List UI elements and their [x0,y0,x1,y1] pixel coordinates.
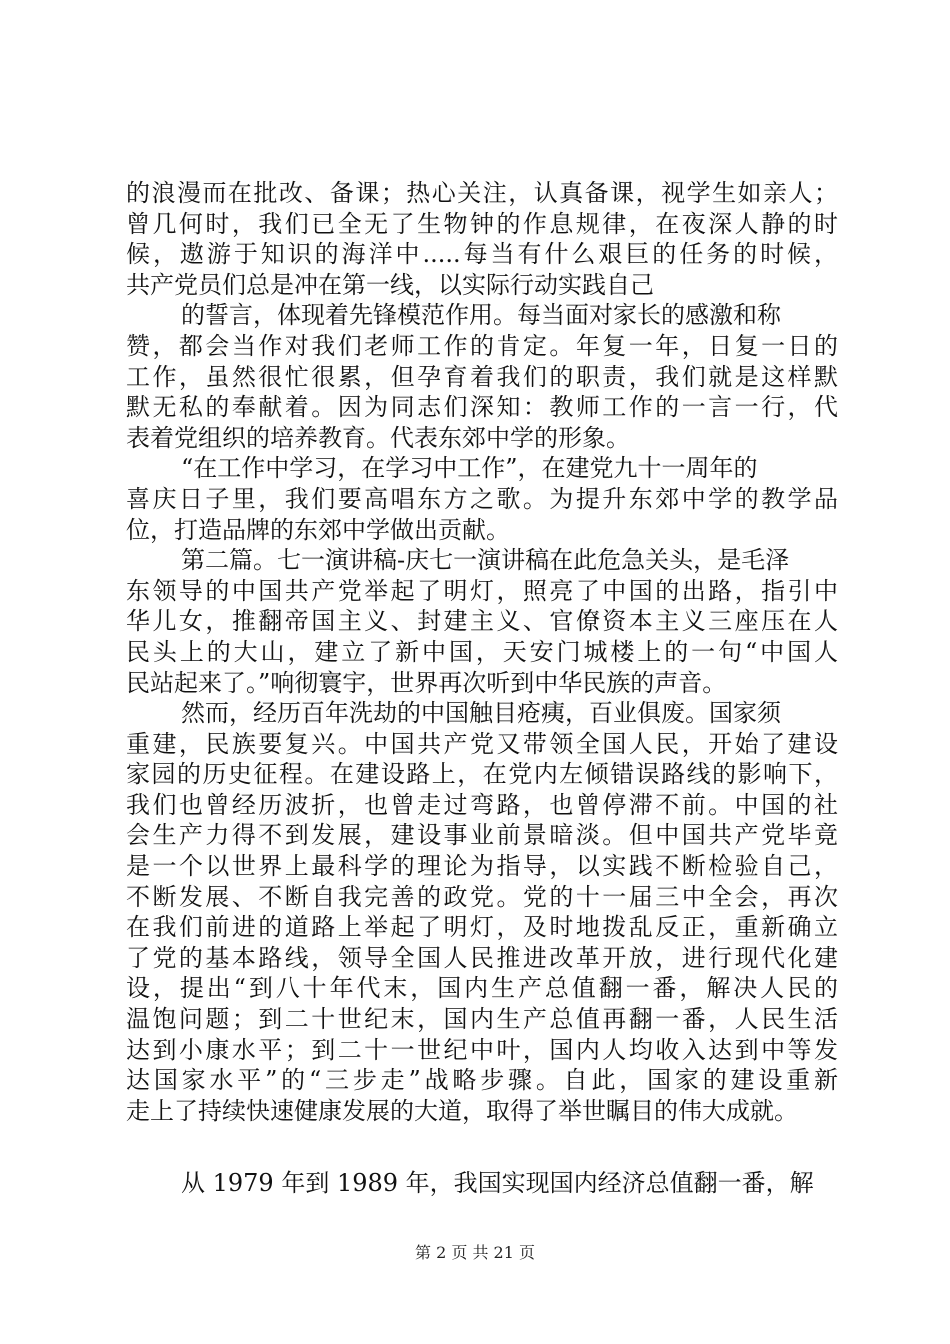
text-line: 默无私的奉献着。因为同志们深知：教师工作的一言一行，代 [126,393,838,422]
text-line: 温饱问题；到二十世纪末，国内生产总值再翻一番，人民生活 [126,1005,838,1034]
text-line: “在工作中学习，在学习中工作”，在建党九十一周年的 [181,454,758,483]
text-line: 了党的基本路线，领导全国人民推进改革开放，进行现代化建 [126,943,838,972]
text-line: 会生产力得不到发展，建设事业前景暗淡。但中国共产党毕竟 [126,821,838,850]
text-line: 走上了持续快速健康发展的大道，取得了举世瞩目的伟大成就。 [126,1096,798,1125]
paragraph [126,178,838,300]
paragraph [126,1168,838,1199]
text-line: 然而，经历百年洗劫的中国触目疮痍，百业俱废。国家须 [181,699,781,728]
text-line: 民头上的大山，建立了新中国，天安门城楼上的一句“中国人 [126,637,838,666]
text-line: 达到小康水平；到二十一世纪中叶，国内人均收入达到中等发 [126,1035,838,1064]
text-line: 家园的历史征程。在建设路上，在党内左倾错误路线的影响下， [126,760,838,789]
text-line: 民站起来了。”响彻寰宇，世界再次听到中华民族的声音。 [126,668,727,697]
text-line: 共产党员们总是冲在第一线，以实际行动实践自己 [126,270,654,299]
paragraph-gap [126,1126,838,1168]
text-line: 位，打造品牌的东郊中学做出贡献。 [126,515,510,544]
paragraph [126,300,838,453]
text-line: 东领导的中国共产党举起了明灯，照亮了中国的出路，指引中 [126,576,838,605]
text-line: 不断发展、不断自我完善的政党。党的十一届三中全会，再次 [126,882,838,911]
text-line: 从 1979 年到 1989 年，我国实现国内经济总值翻一番，解 [181,1169,814,1198]
paragraph [126,453,838,545]
text-line: 工作，虽然很忙很累，但孕育着我们的职责，我们就是这样默 [126,362,838,391]
text-line: 是一个以世界上最科学的理论为指导，以实践不断检验自己， [126,852,838,881]
paragraph [126,698,838,1126]
page-footer: 第 2 页 共 21 页 [415,1243,535,1262]
text-line: 设，提出“到八十年代末，国内生产总值翻一番，解决人民的 [126,974,838,1003]
text-line: 达国家水平”的“三步走”战略步骤。自此，国家的建设重新 [126,1066,838,1095]
text-line: 曾几何时，我们已全无了生物钟的作息规律，在夜深人静的时 [126,209,838,238]
text-line: 重建，民族要复兴。中国共产党又带领全国人民，开始了建设 [126,729,838,758]
text-line: 的誓言，体现着先锋模范作用。每当面对家长的感激和称 [181,301,781,330]
body-text [126,178,838,1199]
text-line: 我们也曾经历波折，也曾走过弯路，也曾停滞不前。中国的社 [126,790,838,819]
paragraph [126,545,838,698]
text-line: 第二篇。七一演讲稿-庆七一演讲稿在此危急关头，是毛泽 [181,546,790,575]
text-line: 喜庆日子里，我们要高唱东方之歌。为提升东郊中学的教学品 [126,484,838,513]
text-line: 的浪漫而在批改、备课；热心关注，认真备课，视学生如亲人； [126,179,838,207]
text-line: 在我们前进的道路上举起了明灯，及时地拨乱反正，重新确立 [126,913,838,942]
text-line: 表着党组织的培养教育。代表东郊中学的形象。 [126,423,630,452]
text-line: 华儿女，推翻帝国主义、封建主义、官僚资本主义三座压在人 [126,607,838,636]
text-line: 候，遨游于知识的海洋中.....每当有什么艰巨的任务的时候， [126,240,838,269]
text-line: 赞，都会当作对我们老师工作的肯定。年复一年，日复一日的 [126,331,838,360]
